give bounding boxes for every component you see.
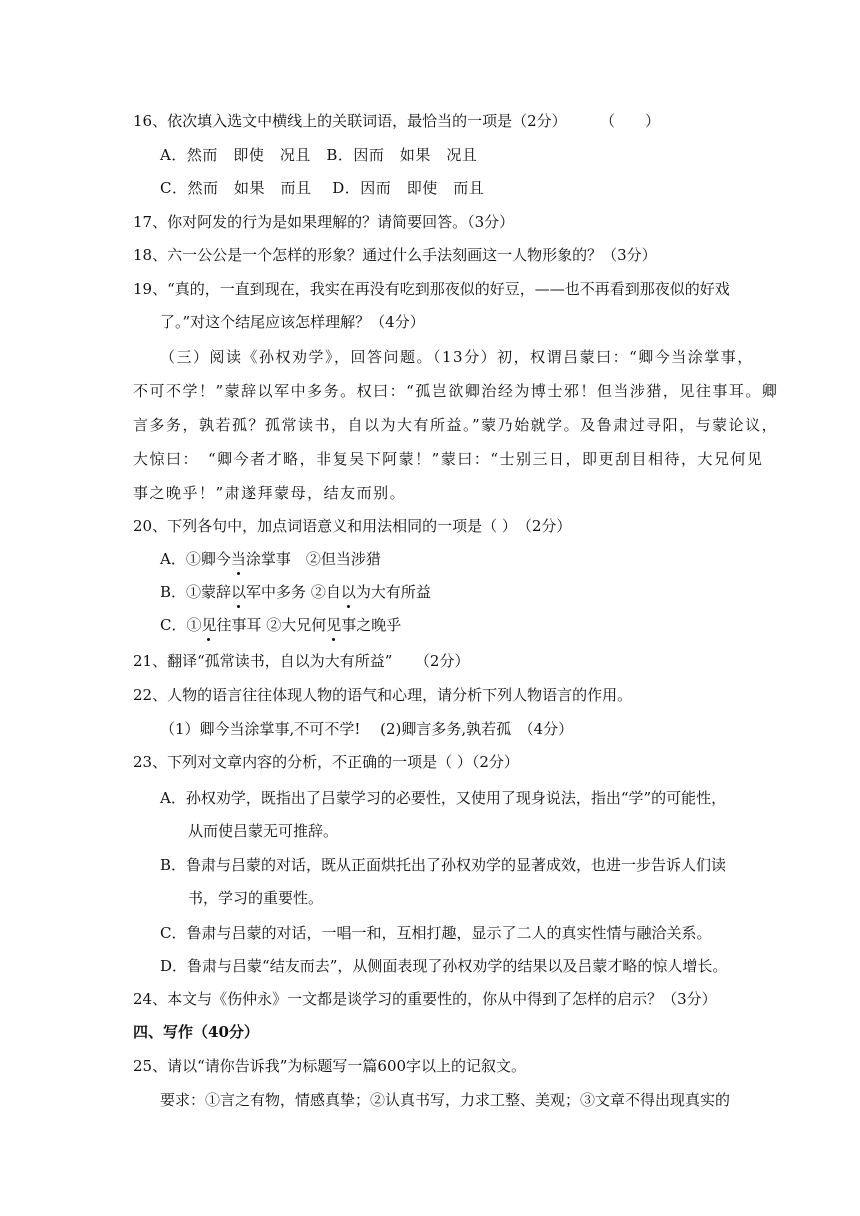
q23-option-b-line2: 书，学习的重要性。: [188, 889, 324, 907]
q20-b-pre: B．①蒙辞: [160, 583, 232, 601]
q20-c-dotted-word-2: 见: [326, 614, 341, 636]
q23-option-a-line1: A．孙权劝学，既指出了吕蒙学习的必要性，又使用了现身说法，指出“学”的可能性，: [160, 789, 727, 807]
passage-line-3: 言多务，孰若孤？孤常读书，自以为大有所益。”蒙乃始就学。及鲁肃过寻阳，与蒙论议，: [133, 416, 779, 434]
q20-c-dotted-word-1: 见: [201, 614, 216, 636]
q20-b-post: 为大有所益: [355, 583, 431, 601]
emphasis-dot: [332, 638, 335, 641]
q24: 24、本文与《伤仲永》一文都是谈学习的重要性的，你从中得到了怎样的启示？（3分）: [133, 990, 717, 1008]
q20-b-dotted-word-2: 以: [341, 581, 356, 603]
q23-stem: 23、下列对文章内容的分析，不正确的一项是（ ）（2分）: [133, 753, 519, 771]
passage-line-1: （三）阅读《孙权劝学》，回答问题。（13分）初，权谓吕蒙曰：“卿今当涂掌事，: [160, 348, 754, 366]
q23-option-d: D．鲁肃与吕蒙“结友而去”，从侧面表现了孙权劝学的结果以及吕蒙才略的惊人增长。: [160, 957, 728, 975]
q20-stem: 20、下列各句中，加点词语意义和用法相同的一项是（ ） （2分）: [133, 517, 572, 535]
q19-line1: 19、“真的，一直到现在，我实在再没有吃到那夜似的好豆，——也不再看到那夜似的好戏: [133, 280, 730, 298]
q22-stem: 22、人物的语言往往体现人物的语气和心理，请分析下列人物语言的作用。: [133, 686, 633, 704]
q20-b-dotted-word-1: 以: [231, 581, 246, 603]
emphasis-dot: [237, 605, 240, 608]
q20-option-c: [160, 614, 401, 636]
q17: 17、你对阿发的行为是如果理解的？请简要回答。（3分）: [133, 213, 515, 231]
q16-answer-paren: （ ）: [600, 112, 661, 130]
q20-a-pre: A．①卿今: [160, 550, 231, 568]
q23-option-b-line1: B．鲁肃与吕蒙的对话，既从正面烘托出了孙权劝学的显著成效，也进一步告诉人们读: [160, 856, 727, 874]
q20-a-dotted-word: 当: [231, 548, 246, 570]
section4-heading: 四、写作（40分）: [133, 1023, 259, 1041]
q18: 18、六一公公是一个怎样的形象？通过什么手法刻画这一人物形象的？（3分）: [133, 246, 657, 264]
q20-c-post: 事之晚乎: [341, 616, 402, 634]
q23-option-c: C．鲁肃与吕蒙的对话，一唱一和，互相打趣，显示了二人的真实性情与融洽关系。: [160, 924, 712, 942]
passage-line-2: 不可不学！”蒙辞以军中多务。权曰：“孤岂欲卿治经为博士邪！但当涉猎，见往事耳。卿: [133, 382, 779, 400]
q25-stem: 25、请以“请你告诉我”为标题写一篇600字以上的记叙文。: [133, 1057, 527, 1075]
q21: 21、翻译“孤常读书，自以为大有所益” （2分）: [133, 652, 470, 670]
q20-option-b: [160, 581, 431, 603]
q20-option-a: [160, 548, 381, 570]
emphasis-dot: [347, 605, 350, 608]
passage-line-4: 大惊曰： “卿今者才略，非复吴下阿蒙！”蒙曰：“士别三日，即更刮目相待，大兄何见: [133, 450, 764, 468]
q20-c-pre: C．①: [160, 616, 202, 634]
q22-items: （1）卿今当涂掌事,不可不学! (2)卿言多务,孰若孤 （4分）: [160, 720, 574, 738]
q16-stem: 16、依次填入选文中横线上的关联词语，最恰当的一项是（2分）: [133, 112, 567, 130]
q20-a-post: 涂掌事 ②但当涉猎: [245, 550, 381, 568]
q23-option-a-line2: 从而使吕蒙无可推辞。: [188, 822, 339, 840]
q20-b-mid: 军中多务 ②自: [246, 583, 341, 601]
q25-requirements: 要求：①言之有物，情感真挚；②认真书写，力求工整、美观；③文章不得出现真实的: [160, 1091, 731, 1109]
q20-c-mid: 往事耳 ②大兄何: [216, 616, 327, 634]
emphasis-dot: [237, 572, 240, 575]
emphasis-dot: [207, 638, 210, 641]
passage-line-5: 事之晚乎！”肃遂拜蒙母，结友而别。: [133, 484, 407, 502]
q16-options-cd: C．然而 如果 而且 D．因而 即使 而且: [160, 179, 485, 197]
q19-line2: 了。”对这个结尾应该怎样理解？（4分）: [160, 313, 425, 331]
q16-options-ab: A．然而 即使 况且 B．因而 如果 况且: [160, 146, 478, 164]
